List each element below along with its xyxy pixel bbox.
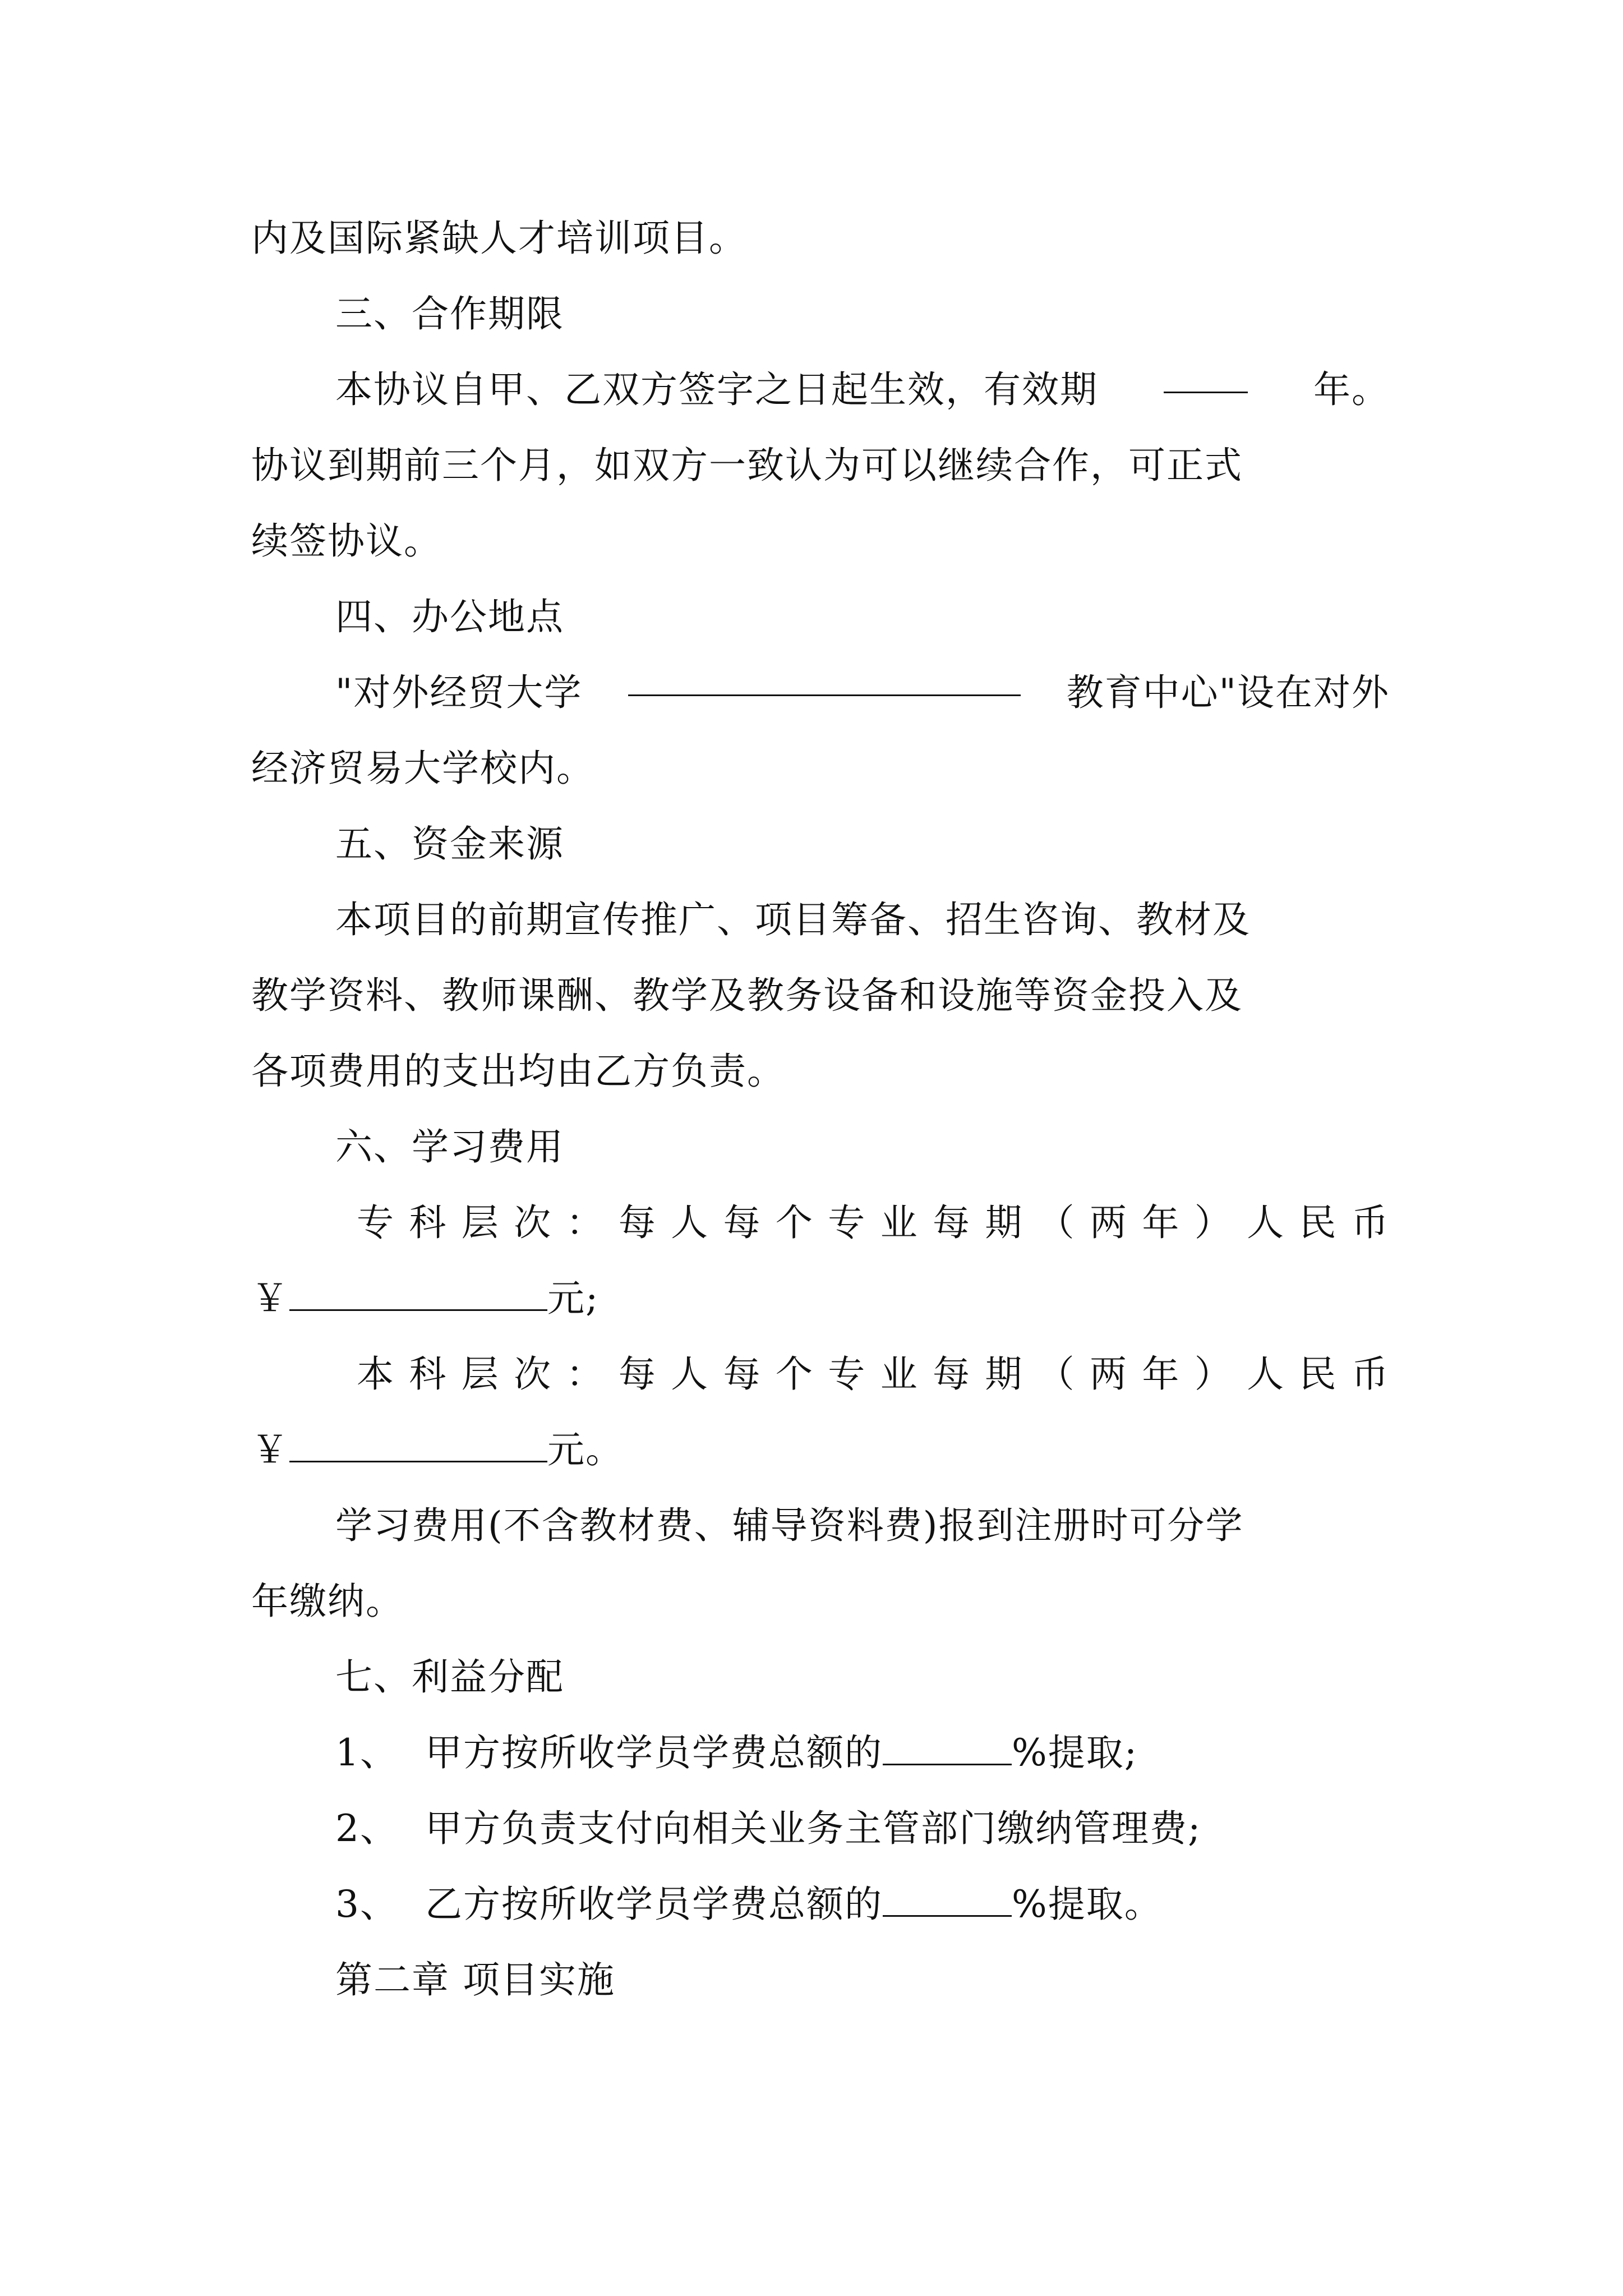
fill-in-blank-amount xyxy=(289,1277,547,1311)
section-heading-office-location xyxy=(335,586,1390,648)
char: 两 xyxy=(1090,1352,1128,1396)
text: %提取; xyxy=(1012,1731,1138,1774)
text: 内及国际紧缺人才培训项目。 xyxy=(251,217,747,260)
chapter-heading xyxy=(335,1949,1390,2011)
char: 层 xyxy=(461,1201,500,1244)
list-number: 3、 xyxy=(335,1883,398,1926)
char: 专 xyxy=(357,1201,395,1244)
text: 本项目的前期宣传推广、项目筹备、招生咨询、教材及 xyxy=(335,898,1251,941)
char: 专 xyxy=(828,1352,866,1396)
char: ： xyxy=(566,1201,605,1244)
text: 协议到期前三个月，如双方一致认为可以继续合作，可正式 xyxy=(251,444,1243,487)
list-item xyxy=(335,1798,1390,1860)
paragraph-line xyxy=(251,510,1390,572)
char: 专 xyxy=(828,1201,866,1244)
char: 业 xyxy=(880,1352,919,1396)
char: 币 xyxy=(1351,1352,1390,1396)
heading-text: 第二章 项目实施 xyxy=(335,1958,615,2001)
text: %提取。 xyxy=(1012,1883,1163,1926)
char: 每 xyxy=(618,1352,657,1396)
text: 甲方按所收学员学费总额的 xyxy=(425,1731,883,1774)
char: 每 xyxy=(723,1201,762,1244)
heading-text: 四、办公地点 xyxy=(335,595,564,638)
fill-in-blank-percent xyxy=(883,1883,1012,1917)
char: （ xyxy=(1037,1352,1076,1396)
text: 各项费用的支出均由乙方负责。 xyxy=(251,1050,785,1093)
text: 教学资料、教师课酬、教学及教务设备和设施等资金投入及 xyxy=(251,974,1243,1017)
text: 乙方按所收学员学费总额的 xyxy=(425,1883,883,1926)
char: 币 xyxy=(1351,1201,1390,1244)
list-item xyxy=(335,1874,1390,1935)
char: 层 xyxy=(461,1352,500,1396)
text: 续签协议。 xyxy=(251,519,442,563)
paragraph-line xyxy=(335,1495,1390,1557)
text: 学习费用(不含教材费、辅导资料费)报到注册时可分学 xyxy=(335,1504,1244,1547)
tuition-undergraduate-line xyxy=(357,1343,1390,1405)
char: 科 xyxy=(409,1352,448,1396)
text: 本协议自甲、乙双方签字之日起生效，有效期 xyxy=(335,368,1098,411)
char: 人 xyxy=(671,1352,709,1396)
char: ： xyxy=(566,1352,605,1396)
paragraph-line xyxy=(251,738,1390,799)
list-item xyxy=(335,1722,1390,1784)
char: 每 xyxy=(618,1201,657,1244)
list-number: 2、 xyxy=(335,1807,398,1850)
text: 甲方负责支付向相关业务主管部门缴纳管理费; xyxy=(425,1807,1202,1850)
text: 年。 xyxy=(1313,368,1390,411)
char: 每 xyxy=(723,1352,762,1396)
char: 人 xyxy=(1247,1201,1285,1244)
fill-in-blank-years xyxy=(1164,359,1248,393)
char: 期 xyxy=(985,1201,1023,1244)
char: ） xyxy=(1194,1352,1233,1396)
char: 每 xyxy=(932,1201,971,1244)
text: "对外经贸大学 xyxy=(335,671,583,714)
char: ） xyxy=(1194,1201,1233,1244)
section-heading-profit-distribution xyxy=(335,1646,1390,1708)
char: 次 xyxy=(514,1352,552,1396)
paragraph-line xyxy=(335,889,1390,951)
section-heading-cooperation-term xyxy=(335,283,1390,345)
fill-in-blank-center-name xyxy=(628,662,1021,696)
text: 元。 xyxy=(547,1428,624,1471)
paragraph-line xyxy=(251,435,1390,496)
fill-in-blank-amount xyxy=(289,1428,547,1462)
char: 人 xyxy=(1247,1352,1285,1396)
char: 人 xyxy=(671,1201,709,1244)
section-heading-tuition xyxy=(335,1116,1390,1178)
char: 年 xyxy=(1142,1352,1181,1396)
paragraph-line xyxy=(251,1041,1390,1102)
paragraph-line xyxy=(251,965,1390,1027)
heading-text: 六、学习费用 xyxy=(335,1125,564,1168)
char: 每 xyxy=(932,1352,971,1396)
char: 科 xyxy=(409,1201,448,1244)
char: 次 xyxy=(514,1201,552,1244)
heading-text: 五、资金来源 xyxy=(335,822,564,866)
paragraph-line xyxy=(251,1571,1390,1632)
text: 教育中心"设在对外 xyxy=(1066,671,1390,714)
char: 年 xyxy=(1142,1201,1181,1244)
fill-in-blank-percent xyxy=(883,1731,1012,1765)
list-number: 1、 xyxy=(335,1731,398,1774)
text: 经济贸易大学校内。 xyxy=(251,747,594,790)
tuition-undergraduate-amount xyxy=(251,1419,1390,1481)
tuition-junior-college-amount xyxy=(251,1268,1390,1329)
tuition-junior-college-line xyxy=(357,1192,1390,1254)
paragraph-line xyxy=(335,359,1390,421)
section-heading-funding xyxy=(335,813,1390,875)
text: 元; xyxy=(547,1277,600,1320)
yen-symbol: ￥ xyxy=(251,1428,289,1471)
text: 年缴纳。 xyxy=(251,1580,404,1623)
char: 民 xyxy=(1299,1201,1338,1244)
yen-symbol: ￥ xyxy=(251,1277,289,1320)
char: 期 xyxy=(985,1352,1023,1396)
char: 业 xyxy=(880,1201,919,1244)
heading-text: 七、利益分配 xyxy=(335,1655,564,1699)
char: 民 xyxy=(1299,1352,1338,1396)
char: 个 xyxy=(775,1201,814,1244)
char: 个 xyxy=(775,1352,814,1396)
char: （ xyxy=(1037,1201,1076,1244)
paragraph-line xyxy=(251,208,1390,269)
heading-text: 三、合作期限 xyxy=(335,292,564,335)
paragraph-line xyxy=(335,662,1390,724)
char: 两 xyxy=(1090,1201,1128,1244)
char: 本 xyxy=(357,1352,395,1396)
